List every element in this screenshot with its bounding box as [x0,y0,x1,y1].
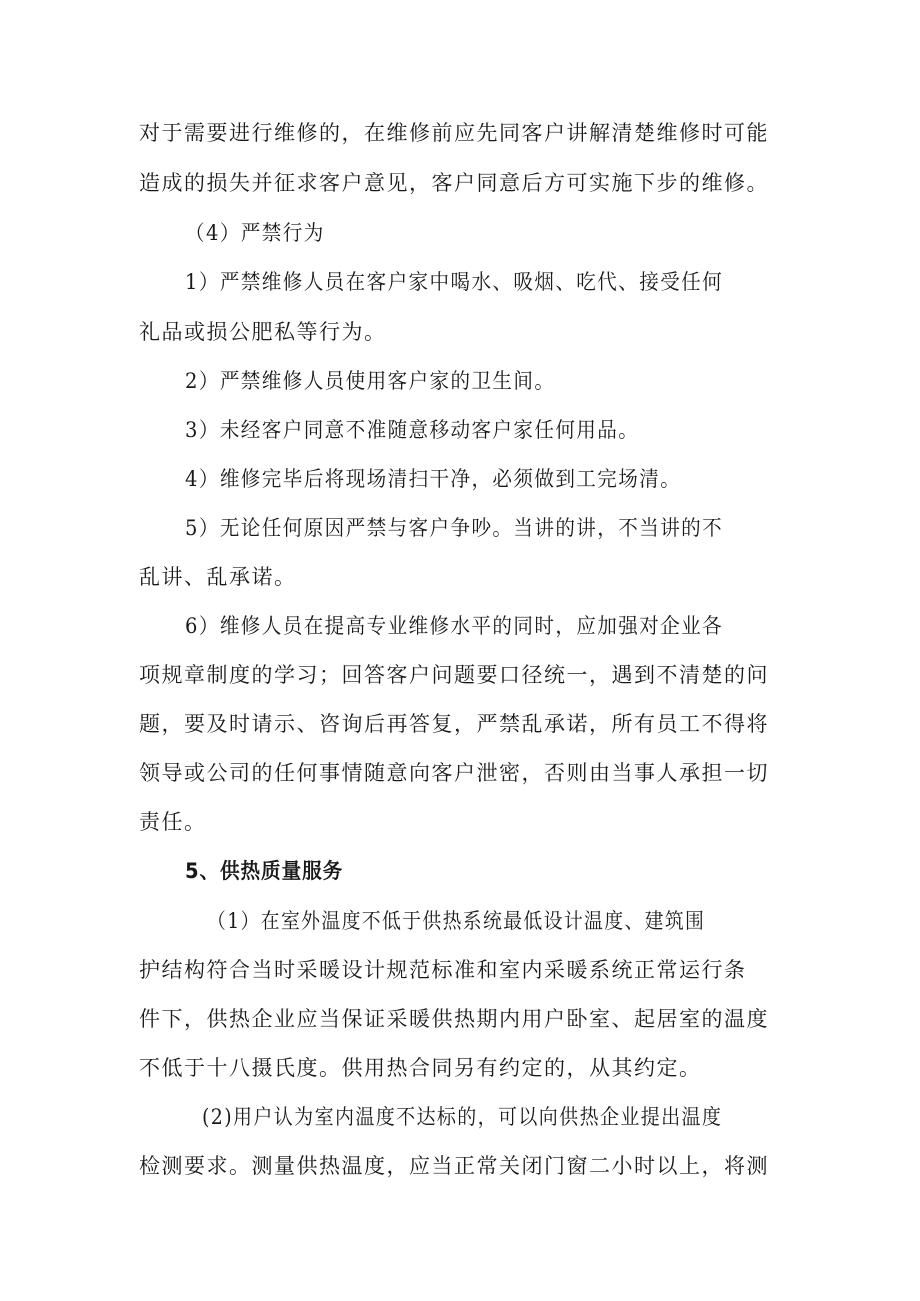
paragraph-line: 不低于十八摄氏度。供用热合同另有约定的，从其约定。 [139,1056,702,1080]
paragraph-line: 4）维修完毕后将现场清扫干净，必须做到工完场清。 [185,467,682,491]
paragraph-line: 项规章制度的学习；回答客户问题要口径统一，遇到不清楚的问 [139,663,769,687]
paragraph-line: 责任。 [139,810,207,834]
paragraph-line: 检测要求。测量供热温度，应当正常关闭门窗二小时以上，将测 [139,1154,769,1178]
paragraph-line: 领导或公司的任何事情随意向客户泄密，否则由当事人承担一切 [139,761,769,785]
subsection-heading: （4）严禁行为 [185,221,325,245]
paragraph-line: 题，要及时请示、咨询后再答复，严禁乱承诺，所有员工不得将 [139,712,769,736]
paragraph-line: 1）严禁维修人员在客户家中喝水、吸烟、吃代、接受任何 [185,270,724,294]
paragraph-line: 6）维修人员在提高专业维修水平的同时，应加强对企业各 [185,614,724,638]
paragraph-line: 造成的损失并征求客户意见，客户同意后方可实施下步的维修。 [139,171,769,195]
paragraph-line: 护结构符合当时采暖设计规范标准和室内采暖系统正常运行条 [139,958,747,982]
paragraph-line: （1）在室外温度不低于供热系统最低设计温度、建筑围 [207,909,706,933]
paragraph-line: 2）严禁维修人员使用客户家的卫生间。 [185,369,556,393]
paragraph-line: 件下，供热企业应当保证采暖供热期内用户卧室、起居室的温度 [139,1007,769,1031]
paragraph-line: 5）无论任何原因严禁与客户争吵。当讲的讲，不当讲的不 [185,516,724,540]
paragraph-line: 礼品或损公肥私等行为。 [139,320,387,344]
paragraph-line: 对于需要进行维修的，在维修前应先同客户讲解清楚维修时可能 [139,121,769,145]
paragraph-line: (2)用户认为室内温度不达标的，可以向供热企业提出温度 [202,1105,723,1129]
section-heading: 5、供热质量服务 [185,859,344,883]
paragraph-line: 乱讲、乱承诺。 [139,565,297,589]
paragraph-line: 3）未经客户同意不准随意移动客户家任何用品。 [185,418,640,442]
